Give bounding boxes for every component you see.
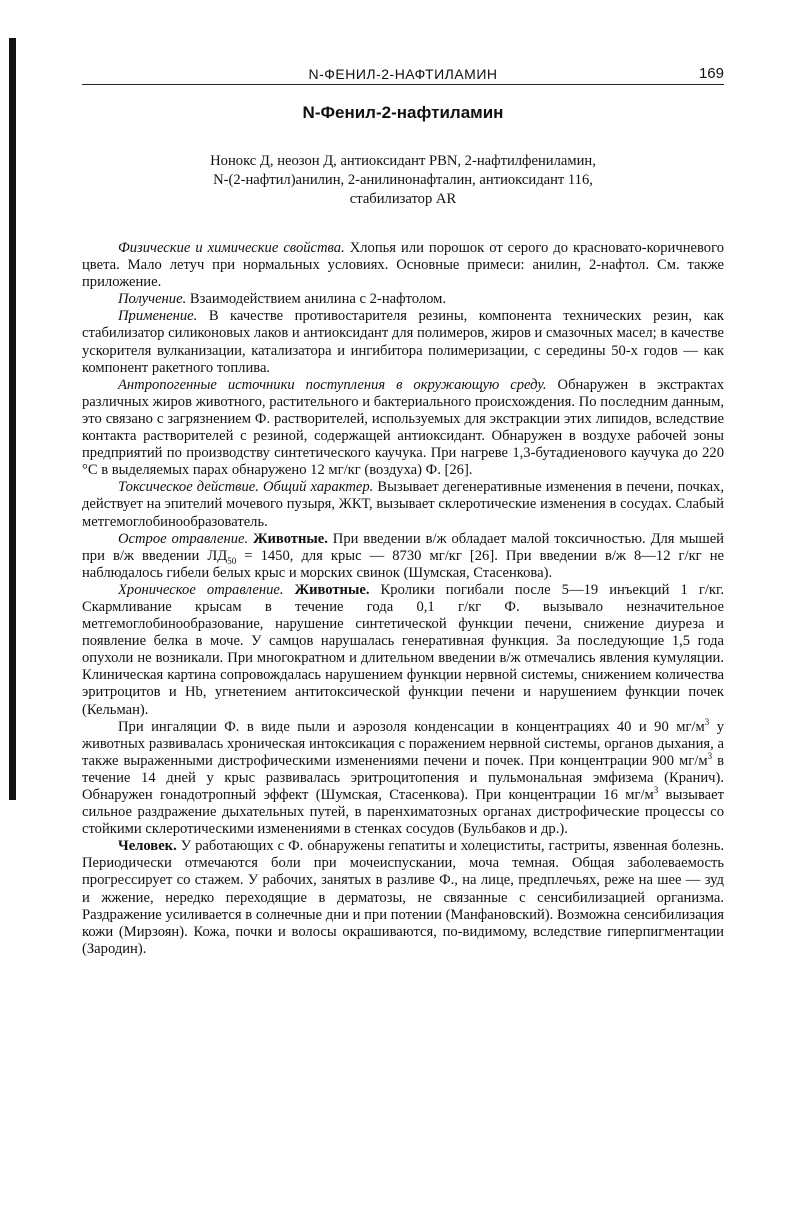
- paragraph-text: Обнаружен в экстрактах различных жиров животного, растительного и бактериального происхождения. По последним данным, это связано с загрязнением Ф. растворителей, используемых для экстракции этих липидов, вследствие контакта растворителей с резиной, содержащей антиоксидант. Обнаружен в воздухе рабочей зоны предприятий по производству синтетического каучука. При нагреве 1,3-бутадиенового каучука до 220 °С в выделяемых парах обнаружено 12 мг/кг (воздуха) Ф. [26].: [82, 376, 724, 479]
- article-title: N-Фенил-2-нафтиламин: [302, 103, 504, 122]
- synonym-line: стабилизатор AR: [349, 191, 457, 207]
- paragraph-inhalation: [82, 716, 724, 839]
- subject-label: Животные.: [253, 530, 328, 547]
- section-heading: Хроническое отравление.: [118, 581, 284, 598]
- paragraph-toxic-general: [82, 479, 724, 530]
- paragraph-text: в течение 14 дней у крыс развивалась эритроцитопения и пульмональная эмфизема (Кранич). Обнаружен гонадотропный эффект (Шумская, Стасенкова). При концентрации 16 мг/м: [82, 752, 724, 803]
- paragraph-chronic: [82, 582, 724, 719]
- paragraph-text: У работающих с Ф. обнаружены гепатиты и холециститы, гастриты, язвенная болезнь. Периодически отмечаются боли при мочеиспускании, моча темная. Общая заболеваемость прогрессирует со стажем. У рабочих, занятых в разливе Ф., на лице, предплечьях, реже на шее — зуд и жжение, нередко переходящие в дерматозы, не связанные с сенсибилизацией организма. Раздражение усиливается в солнечные дни и при потении (Манфановский). Возможна сенсибилизация кожи (Мирзоян). Кожа, почки и волосы окрашиваются, по-видимому, вследствие гиперпигментации (Зародин).: [82, 838, 724, 957]
- superscript: 3: [704, 716, 710, 727]
- paragraph-human: [82, 838, 724, 958]
- paragraph-text: Кролики погибали после 5—19 инъекций 1 г/кг. Скармливание крысам в течение года 0,1 г/кг Ф. вызывало незначительное метгемоглобинообразование, нарушение синтетической функции печени, снижение диуреза и появление белка в моче. У самцов нарушалась генеративная функция. За последующие 1,5 года опухоли не возникали. При многократном и длительном введении в/ж отмечались явления кумуляции. Клиническая картина сопровождалась нарушением функции нервной системы, снижением количества эритроцитов и Hb, угнетением антитоксической функции печени и нарушением функции почек (Кельман).: [82, 581, 724, 718]
- paragraph-text: = 1450, для крыс — 8730 мг/кг [26]. При введении в/ж 8—12 г/кг не наблюдалось гибели белых крыс и морских свинок (Шумская, Стасенкова).: [82, 547, 724, 581]
- paragraph-application: [82, 308, 724, 376]
- paragraph-text: Взаимодействием анилина с 2-нафтолом.: [186, 291, 447, 308]
- paragraph-text: В качестве противостарителя резины, компонента технических резин, как стабилизатор силиконовых лаков и антиоксидант для полимеров, жиров и смазочных масел; в качестве ускорителя вулканизации, катализатора и ингибитора полимеризации, с середины 50-х годов — как компонент ракетного топлива.: [82, 308, 724, 376]
- section-heading: Токсическое действие. Общий характер.: [118, 479, 374, 496]
- paragraph-text: При введении в/ж обладает малой токсичностью. Для мышей при в/ж введении ЛД: [82, 530, 724, 564]
- section-heading: Антропогенные источники поступления в окружающую среду.: [118, 376, 547, 393]
- paragraph-properties: [82, 240, 724, 291]
- synonym-line: Нонокс Д, неозон Д, антиоксидант PBN, 2-нафтилфениламин,: [210, 153, 596, 169]
- page-number: 169: [698, 65, 724, 82]
- paragraph-text: у животных развивалась хроническая интоксикация с поражением нервной системы, органов дыхания, а также выраженными дистрофическими изменениями печени и почек. При концентрации 900 мг/м: [82, 718, 724, 769]
- section-heading: Острое отравление.: [118, 530, 249, 547]
- section-heading: Физические и химические свойства.: [118, 240, 345, 256]
- subject-label: Человек.: [118, 838, 177, 855]
- superscript: 3: [653, 785, 659, 796]
- paragraph-text: Хлопья или порошок от серого до красновато-коричневого цвета. Мало летуч при нормальных условиях. Основные примеси: анилин, 2-нафтол. См. также приложение.: [82, 240, 724, 291]
- synonym-list: [82, 152, 724, 209]
- section-heading: Применение.: [118, 308, 198, 325]
- section-heading: Получение.: [118, 291, 187, 308]
- running-header: [82, 62, 724, 85]
- superscript: 3: [707, 750, 713, 761]
- page-binding-edge: [9, 38, 16, 800]
- subscript-50: 50: [227, 555, 237, 566]
- paragraph-text: При ингаляции Ф. в виде пыли и аэрозоля конденсации в концентрациях 40 и 90 мг/м: [118, 718, 705, 735]
- synonym-line: N-(2-нафтил)анилин, 2-анилинонафталин, антиоксидант 116,: [213, 172, 593, 188]
- article-body: [82, 240, 724, 958]
- paragraph-sources: [82, 377, 724, 480]
- running-title: N-ФЕНИЛ-2-НАФТИЛАМИН: [308, 66, 498, 82]
- paragraph-production: [82, 291, 724, 308]
- paragraph-text: вызывает сильное раздражение дыхательных путей, в паренхиматозных органах дистрофические процессы со стойкими склеротическими изменениями в стенках сосудов (Бульбаков и др.).: [82, 787, 724, 838]
- paragraph-text: Вызывает дегенеративные изменения в печени, почках, действует на эпителий мочевого пузыря, ЖКТ, вызывает склеротические изменения в сосудах. Слабый метгемоглобинообразователь.: [82, 479, 724, 530]
- paragraph-acute: [82, 531, 724, 582]
- subject-label: Животные.: [294, 581, 370, 598]
